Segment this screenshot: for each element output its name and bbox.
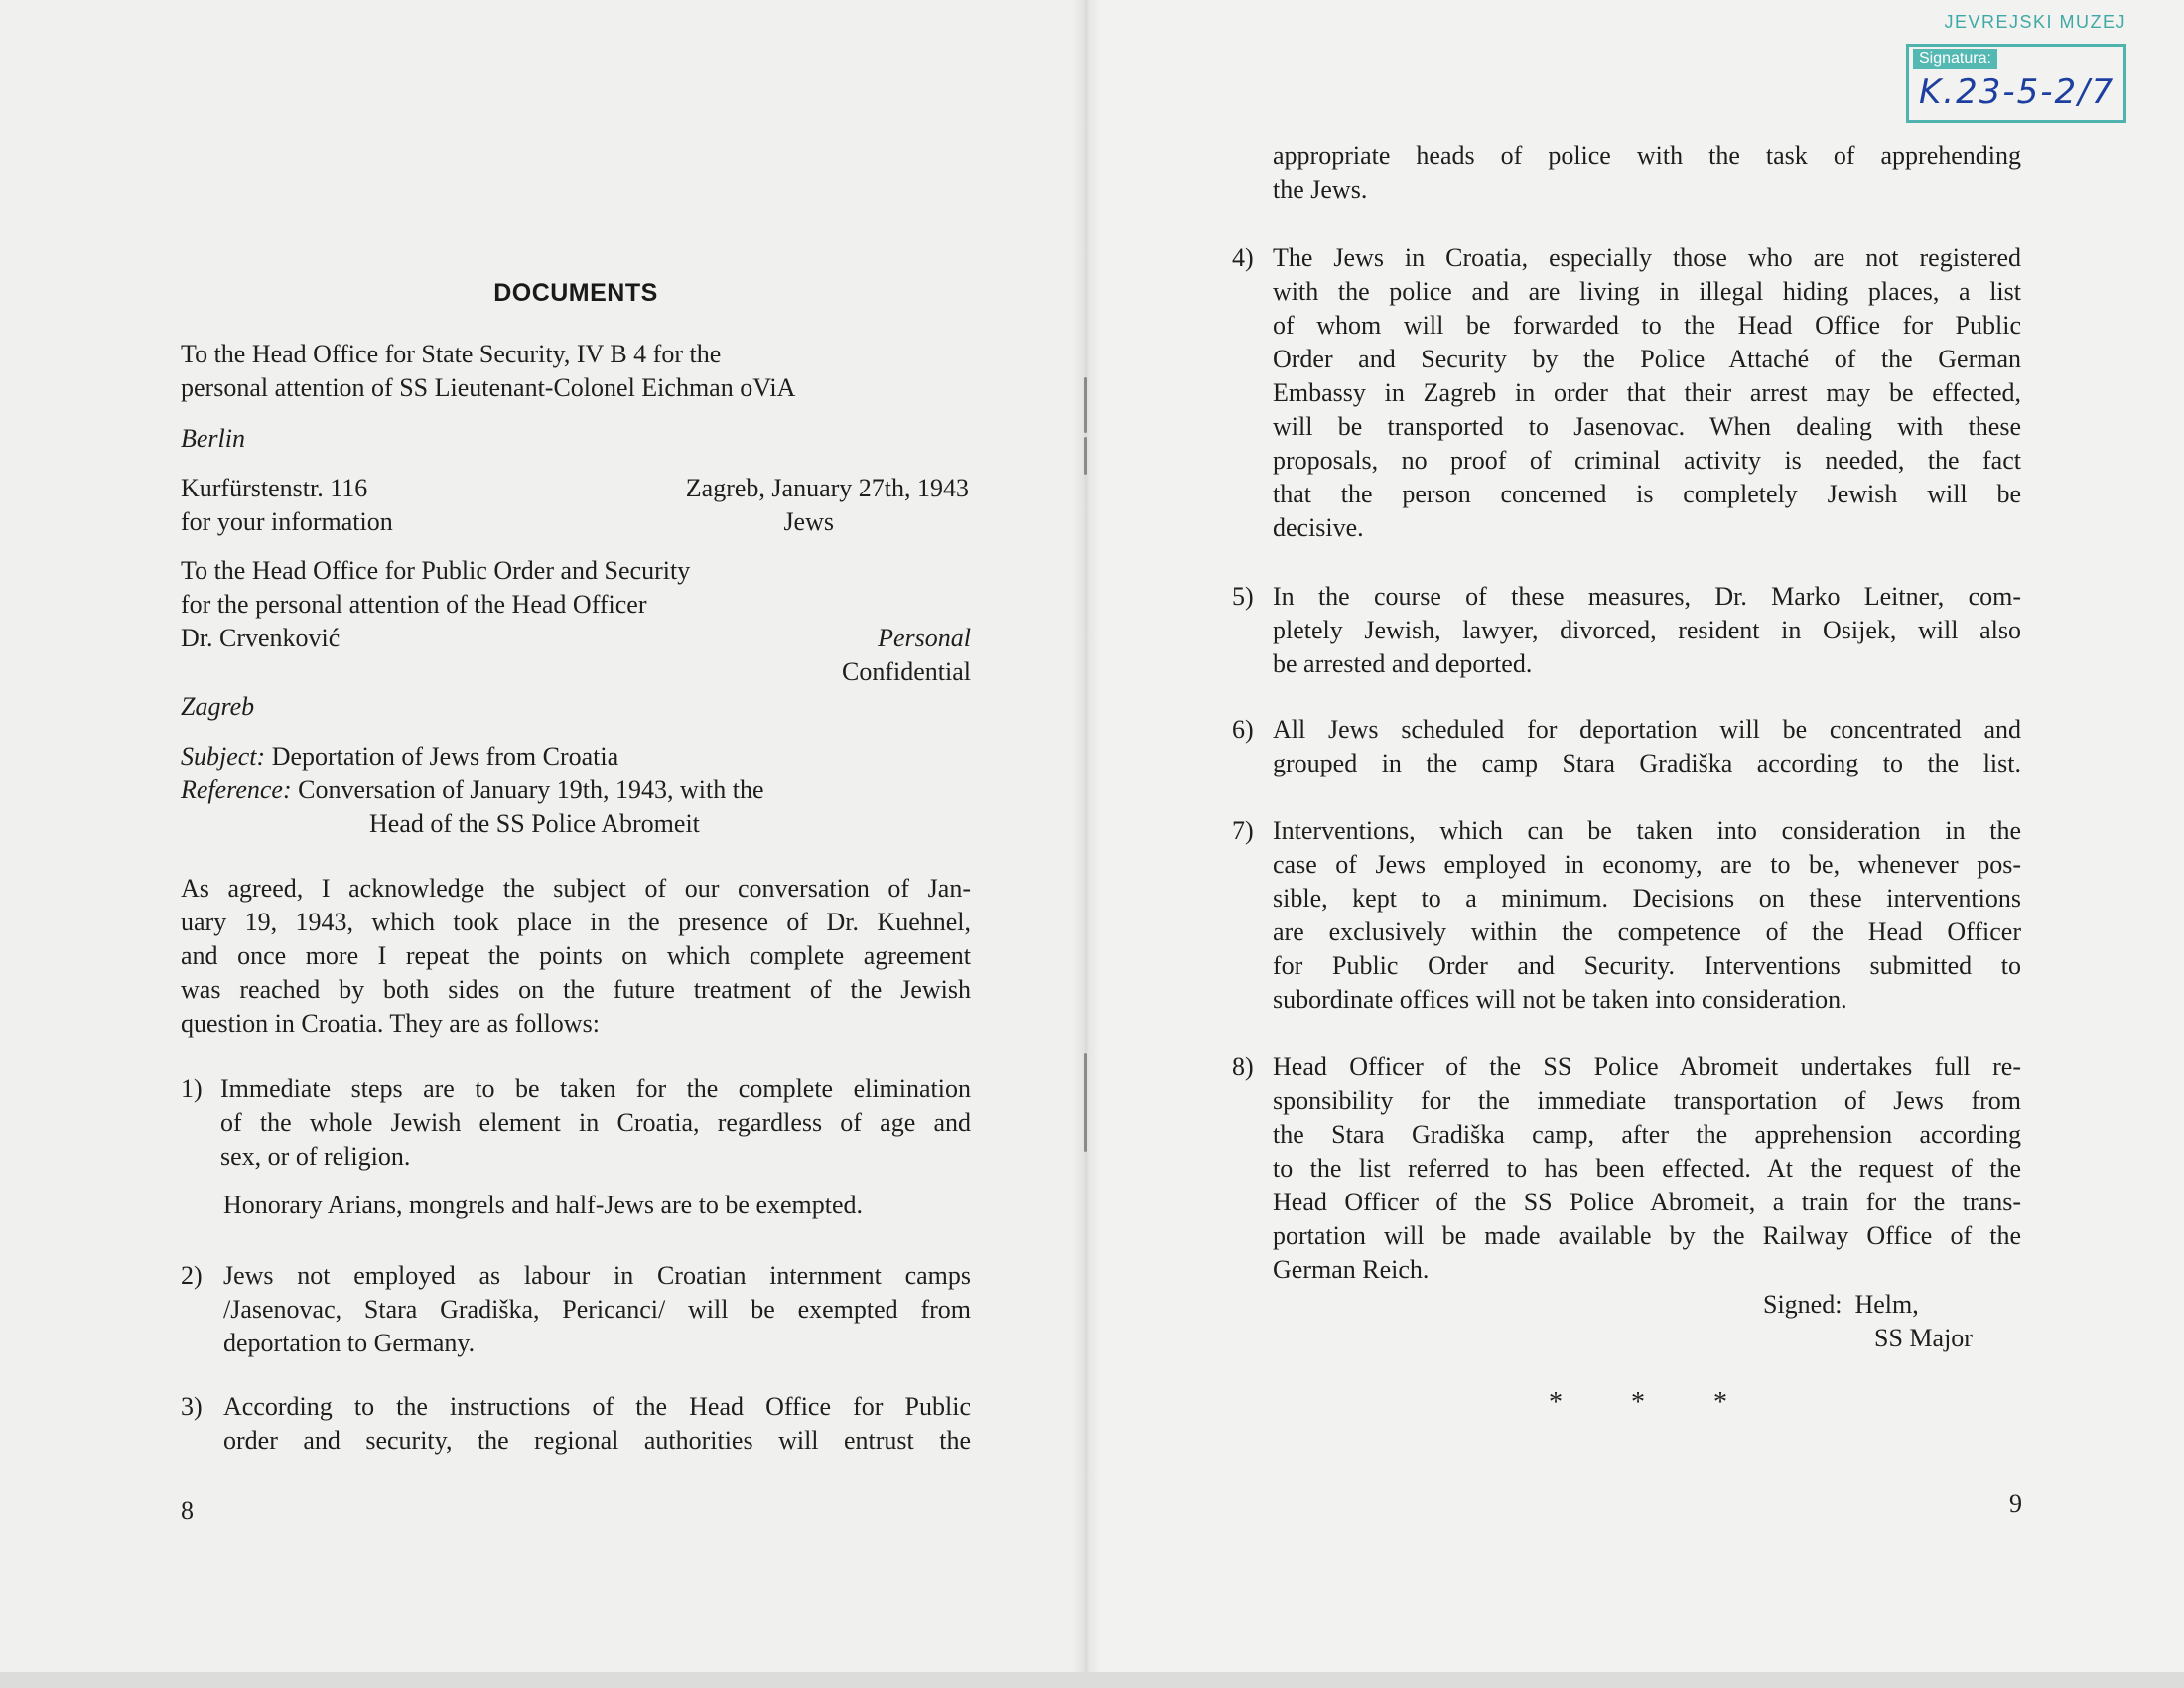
signed-label: Signed:: [1763, 1290, 1843, 1319]
item-line: portation will be made available by the Railway Office of the: [1273, 1221, 2021, 1250]
item-line: In the course of these measures, Dr. Marko Leitner, com-: [1273, 582, 2021, 611]
signed-name: Helm,: [1854, 1290, 1919, 1319]
street-date-block: [181, 472, 969, 539]
page-number-left: 8: [181, 1496, 194, 1525]
paragraph-line: appropriate heads of police with the task of apprehending: [1273, 141, 2021, 170]
museum-stamp-label: JEVREJSKI MUZEJ: [1944, 12, 2126, 32]
item-line: /Jasenovac, Stara Gradiška, Pericanci/ will be exempted from: [223, 1295, 971, 1324]
item-line: According to the instructions of the Head Office for Public: [223, 1392, 971, 1421]
for-information: for your information: [181, 507, 393, 536]
letter-date: Zagreb, January 27th, 1943: [685, 474, 969, 502]
item-1-note: Honorary Arians, mongrels and half-Jews are to be exempted.: [223, 1191, 864, 1219]
item-line: Head Officer of the SS Police Abromeit, a train for the trans-: [1273, 1188, 2021, 1216]
item-number: 7): [1232, 816, 1254, 845]
item-line: of whom will be forwarded to the Head Office for Public: [1273, 311, 2021, 340]
item-line: for Public Order and Security. Interventions submitted to: [1273, 951, 2021, 980]
item-line: are exclusively within the competence of the Head Officer: [1273, 917, 2021, 946]
paragraph-line: uary 19, 1943, which took place in the presence of Dr. Kuehnel,: [181, 908, 971, 936]
item-line: All Jews scheduled for deportation will be concentrated and: [1273, 715, 2021, 744]
section-separator: [1549, 1386, 1727, 1420]
item-line: subordinate offices will not be taken into consideration.: [1273, 985, 1847, 1014]
address-line: To the Head Office for State Security, IV B 4 for the: [181, 340, 722, 368]
confidential-mark: Confidential: [842, 657, 971, 686]
address-line: To the Head Office for Public Order and Security: [181, 556, 691, 585]
staple-mark-bottom: [1084, 1053, 1087, 1152]
address-line: for the personal attention of the Head Officer: [181, 590, 647, 619]
item-number: 4): [1232, 243, 1254, 272]
address-block-2: [181, 554, 971, 689]
item-line: sex, or of religion.: [220, 1142, 411, 1171]
book-gutter: [1072, 0, 1100, 1672]
item-line: pletely Jewish, lawyer, divorced, resident in Osijek, will also: [1273, 616, 2021, 644]
item-line: sible, kept to a minimum. Decisions on these interventions: [1273, 884, 2021, 913]
item-line: order and security, the regional authorities will entrust the: [223, 1426, 971, 1455]
item-number: 6): [1232, 715, 1254, 744]
paragraph-line: question in Croatia. They are as follows:: [181, 1009, 600, 1038]
subject-text: Deportation of Jews from Croatia: [271, 742, 619, 771]
asterisk: *: [1549, 1387, 1563, 1418]
staple-mark-top-2: [1084, 437, 1087, 475]
recipient-name: Dr. Crvenković: [181, 624, 341, 652]
subject-label: Subject:: [181, 742, 266, 771]
item-line: Order and Security by the Police Attaché of the German: [1273, 345, 2021, 373]
item-line: Jews not employed as labour in Croatian internment camps: [223, 1261, 971, 1290]
item-line: will be transported to Jasenovac. When dealing with these: [1273, 412, 2021, 441]
item-line: deportation to Germany.: [223, 1329, 476, 1357]
street-address: Kurfürstenstr. 116: [181, 474, 368, 502]
item-line: decisive.: [1273, 513, 1364, 542]
item-line: with the police and are living in illegal hiding places, a list: [1273, 277, 2021, 306]
item-line: Immediate steps are to be taken for the complete elimination: [220, 1074, 971, 1103]
item-number: 5): [1232, 582, 1254, 611]
reference-text: Conversation of January 19th, 1943, with the: [298, 775, 764, 804]
asterisk: *: [1713, 1387, 1727, 1418]
item-line: German Reich.: [1273, 1255, 1430, 1284]
signature-stamp: [1906, 44, 2126, 123]
item-line: The Jews in Croatia, especially those who are not registered: [1273, 243, 2021, 272]
continued-paragraph: [1273, 139, 2021, 207]
item-number: 2): [181, 1261, 203, 1290]
scan-bottom-edge: [0, 1672, 2184, 1688]
item-number: 3): [181, 1392, 203, 1421]
item-line: grouped in the camp Stara Gradiška according to the list.: [1273, 749, 2021, 777]
paragraph-line: was reached by both sides on the future treatment of the Jewish: [181, 975, 971, 1004]
item-line: to the list referred to has been effected. At the request of the: [1273, 1154, 2021, 1183]
item-line: Embassy in Zagreb in order that their arrest may be effected,: [1273, 378, 2021, 407]
stamp-handwritten-code: K.23-5-2/7: [1919, 72, 2116, 112]
address-line: personal attention of SS Lieutenant-Colonel Eichman oViA: [181, 373, 796, 402]
item-line: of the whole Jewish element in Croatia, regardless of age and: [220, 1108, 971, 1137]
documents-heading: DOCUMENTS: [493, 279, 658, 307]
item-line: the Stara Gradiška camp, after the apprehension according: [1273, 1120, 2021, 1149]
reference-text-cont: Head of the SS Police Abromeit: [369, 809, 700, 838]
intro-paragraph: [181, 872, 971, 1041]
item-line: be arrested and deported.: [1273, 649, 1533, 678]
signature-block: [1763, 1288, 2021, 1355]
city-zagreb: Zagreb: [181, 692, 255, 721]
subject-reference-block: [181, 740, 971, 841]
signed-rank: SS Major: [1874, 1324, 1973, 1352]
subject-tag-jews: Jews: [783, 507, 834, 536]
city-berlin: Berlin: [181, 424, 245, 453]
item-number: 1): [181, 1074, 203, 1103]
stamp-title: Signatura:: [1913, 49, 1997, 69]
reference-label: Reference:: [181, 775, 292, 804]
personal-mark: Personal: [878, 624, 971, 652]
item-line: Head Officer of the SS Police Abromeit undertakes full re-: [1273, 1053, 2021, 1081]
address-block-1: [181, 338, 971, 405]
page-number-right: 9: [2009, 1489, 2022, 1518]
paragraph-line: and once more I repeat the points on which complete agreement: [181, 941, 971, 970]
item-line: that the person concerned is completely Jewish will be: [1273, 480, 2021, 508]
paragraph-line: the Jews.: [1273, 175, 1368, 204]
paragraph-line: As agreed, I acknowledge the subject of our conversation of Jan-: [181, 874, 971, 903]
item-line: Interventions, which can be taken into consideration in the: [1273, 816, 2021, 845]
item-line: sponsibility for the immediate transportation of Jews from: [1273, 1086, 2021, 1115]
staple-mark-top: [1084, 377, 1087, 433]
item-line: case of Jews employed in economy, are to be, whenever pos-: [1273, 850, 2021, 879]
asterisk: *: [1631, 1387, 1645, 1418]
item-number: 8): [1232, 1053, 1254, 1081]
item-line: proposals, no proof of criminal activity is needed, the fact: [1273, 446, 2021, 475]
